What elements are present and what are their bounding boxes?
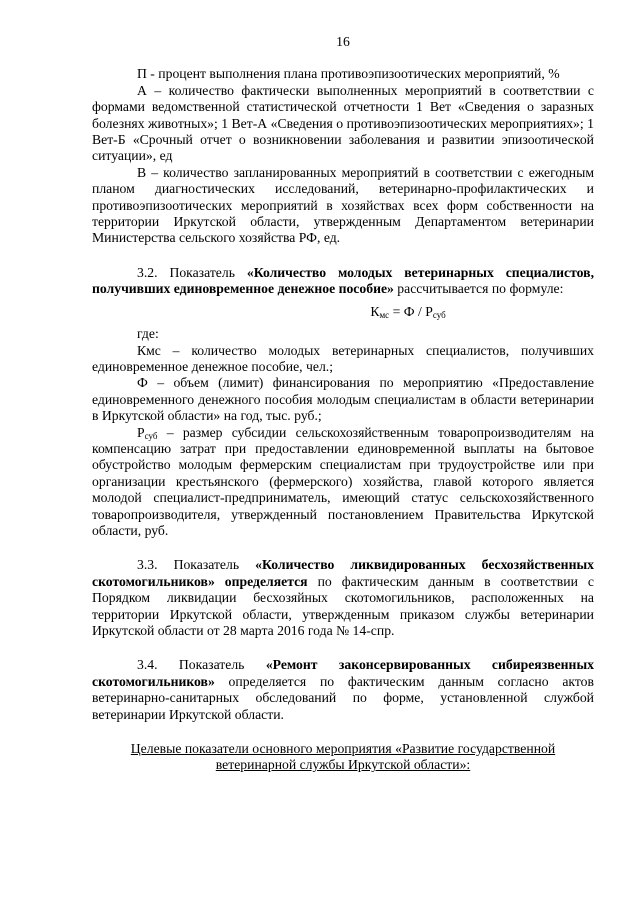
section-3-3-tail: по фактическим данным в соответствии с Порядком ликвидации бесхозяйных скотомогильников, расположенных на территории Иркутской области, утвержденным приказом службы ветеринарии Иркутской области от 28 марта 2016 года № 14-спр. (92, 573, 594, 638)
formula-rhs-sub: суб (432, 309, 446, 320)
section-3-4-tail: определяется по фактическим данным согласно актов ветеринарно-санитарных обследований по форме, установленной службой ветеринарии Иркутской области. (92, 673, 594, 722)
where-label: где: (137, 326, 159, 342)
formula-lhs-sub: мс (379, 309, 390, 320)
formula-mid: = Ф / Р (389, 303, 433, 319)
formula (92, 304, 594, 320)
section-3-3-intro: 3.3. Показатель (137, 557, 256, 573)
definition-rsub (92, 425, 594, 540)
section-3-2-intro: 3.2. Показатель (137, 264, 247, 280)
section-3-2-tail: рассчитывается по формуле: (393, 281, 564, 297)
section-3-2-title: «Количество молодых ветеринарных специалистов, получивших единовременное денежное пособие» (92, 264, 594, 297)
section-3-4-paragraph (92, 657, 594, 723)
definition-kms: Кмс – количество молодых ветеринарных специалистов, получивших единовременное денежное пособие, чел.; (92, 342, 594, 374)
section-3-3-paragraph (92, 557, 594, 639)
section-3-4-title: «Ремонт законсервированных сибиреязвенных скотомогильников» (92, 657, 594, 689)
rsub-text: – размер субсидии сельскохозяйственным товаропроизводителям на компенсацию затрат при предоставлении единовременной выплаты на бытовое обустройство молодым фермерским специалистам при трудоустройстве или при организации крестьянского (фермерского) хозяйства, главой которого является молодой специалист-предприниматель, имеющий статус сельскохозяйственного товаропроизводителя, утвержденный постановлением Правительства Иркутской области, руб. (92, 424, 594, 538)
section-3-4-intro: 3.4. Показатель (137, 657, 266, 673)
section-3-2-paragraph (92, 265, 594, 298)
definition-a: А – количество фактически выполненных мероприятий в соответствии с формами ведомственной статистической отчетности 1 Вет «Сведения о заразных болезнях животных»; 1 Вет-А «Сведения о противоэпизоотических мероприятиях»; 1 Вет-Б «Срочный отчет о возникновении заболевания и развитии эпизоотической ситуации», ед (92, 82, 594, 164)
section-3-3-title: «Количество ликвидированных бесхозяйственных скотомогильников» определяется (92, 557, 594, 589)
formula-lhs: К (370, 303, 380, 319)
definition-b: В – количество запланированных мероприятий в соответствии с ежегодным планом диагностических исследований, ветеринарно-профилактических и противоэпизоотических мероприятий в хозяйствах всех форм собственности на территории Иркутской области, утвержденным Департаментом ветеринарии Министерства сельского хозяйства РФ, ед. (92, 164, 594, 246)
definition-f: Ф – объем (лимит) финансирования по мероприятию «Предоставление единовременного денежного пособия молодым специалистам в области ветеринарии в Иркутской области» на год, тыс. руб.; (92, 375, 594, 424)
section-heading: Целевые показатели основного мероприятия «Развитие государственной ветеринарной службы Иркутской области»: (130, 741, 556, 773)
rsub-sub: суб (144, 430, 158, 441)
rsub-letter: Р (137, 424, 145, 440)
definition-p: П - процент выполнения плана противоэпизоотических мероприятий, % (137, 66, 560, 82)
page-number: 16 (336, 34, 350, 49)
